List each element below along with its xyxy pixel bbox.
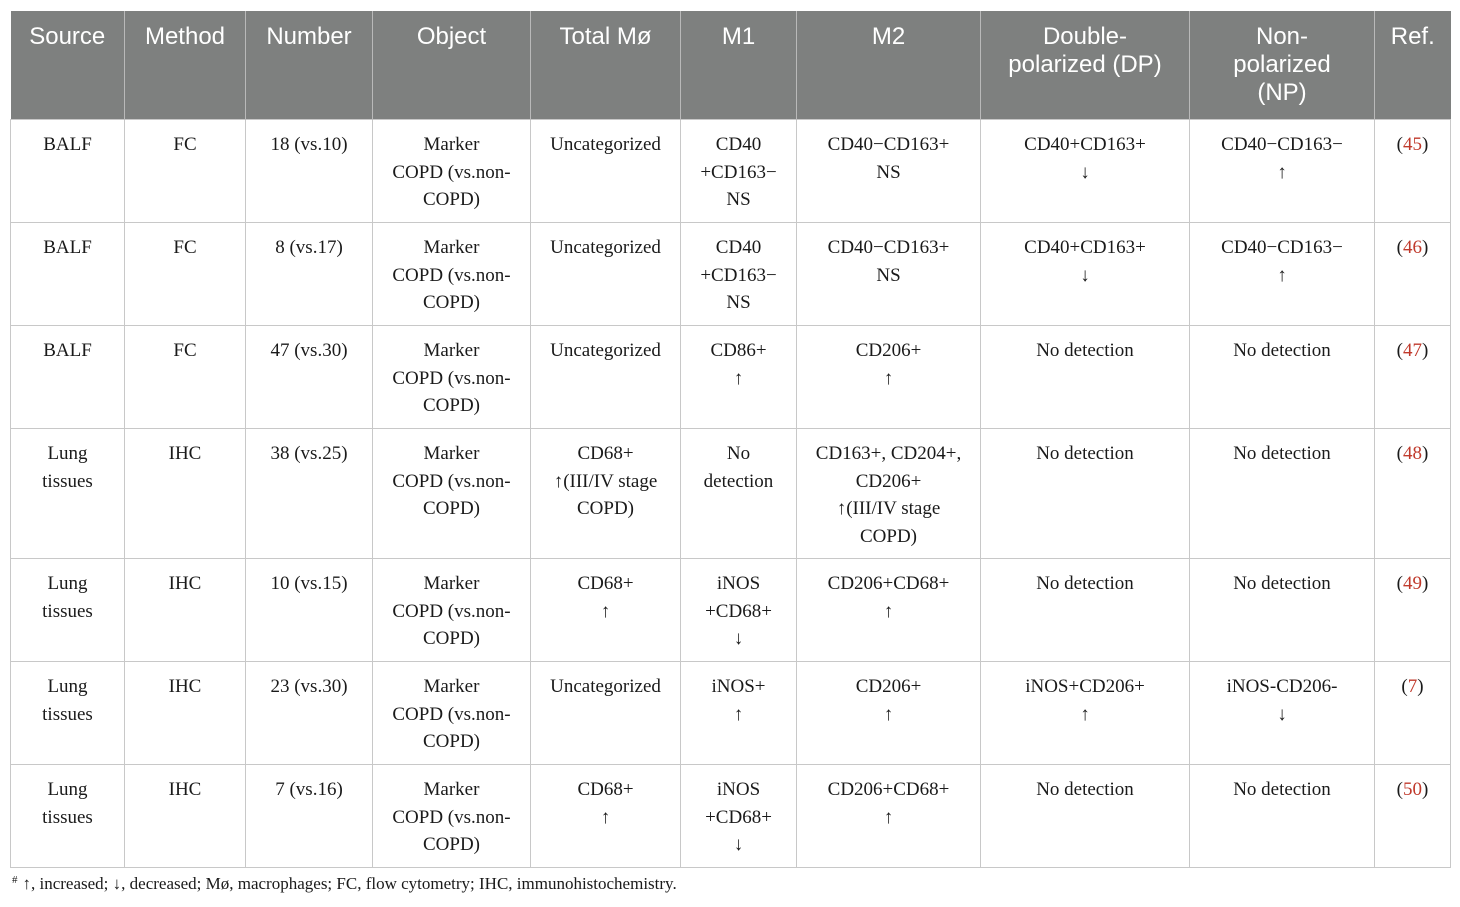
cell-total-macrophages (531, 662, 681, 765)
column-header-m1 (681, 11, 797, 120)
ref-link[interactable]: 45 (1403, 134, 1422, 155)
cell-m2 (797, 120, 981, 223)
cell-line: COPD) (422, 189, 480, 210)
table-body (11, 120, 1451, 868)
cell-line: 8 (vs.17) (275, 237, 343, 258)
column-header-source (11, 11, 125, 120)
cell-number (246, 120, 373, 223)
cell-line: ↑ (733, 703, 744, 725)
ref-link[interactable]: 47 (1403, 340, 1422, 361)
cell-line: 18 (vs.10) (270, 134, 348, 155)
cell-line: No (726, 443, 751, 464)
cell-ref (1375, 559, 1451, 662)
cell-line: CD40 (715, 237, 762, 258)
table-row (11, 120, 1451, 223)
cell-line: COPD (vs.non- (392, 367, 511, 389)
header-line: Non- (1255, 23, 1309, 50)
ref-paren-close: ) (1422, 134, 1429, 155)
ref-paren-close: ) (1422, 340, 1429, 361)
cell-line: ↓ (733, 834, 744, 855)
cell-line: Marker (423, 676, 480, 697)
cell-line: CD86+ (710, 340, 767, 361)
cell-line: FC (173, 340, 197, 361)
cell-m1 (681, 223, 797, 326)
cell-line: IHC (168, 443, 202, 464)
cell-line: BALF (43, 340, 92, 361)
cell-line: COPD) (422, 628, 480, 649)
cell-line: Lung (47, 779, 88, 800)
cell-method (125, 223, 246, 326)
cell-line: COPD (vs.non- (392, 806, 511, 828)
cell-line: CD68+ (577, 443, 634, 464)
table-row (11, 765, 1451, 868)
cell-line: ↑ (1277, 161, 1287, 183)
cell-m1 (681, 559, 797, 662)
cell-line: detection (703, 470, 774, 492)
cell-line: COPD) (859, 525, 917, 547)
cell-line: ↑ (600, 600, 611, 622)
column-header-ref (1375, 11, 1451, 120)
header-line: Source (29, 23, 106, 50)
cell-line: No detection (1036, 573, 1134, 594)
header-row (11, 11, 1451, 120)
cell-line: BALF (43, 237, 92, 258)
ref-paren-open: ( (1396, 779, 1403, 800)
cell-non-polarized (1190, 120, 1375, 223)
cell-line: 23 (vs.30) (270, 676, 348, 697)
cell-line: iNOS-CD206- (1226, 676, 1338, 697)
cell-line: iNOS (716, 573, 761, 594)
cell-non-polarized (1190, 765, 1375, 868)
cell-line: NS (726, 189, 751, 210)
cell-line: FC (173, 134, 197, 155)
cell-line: iNOS+CD206+ (1025, 676, 1145, 697)
cell-line: Lung (47, 676, 88, 697)
cell-line: 47 (vs.30) (270, 340, 348, 361)
cell-number (246, 559, 373, 662)
cell-line: COPD) (422, 834, 480, 855)
cell-m1 (681, 765, 797, 868)
cell-line: CD206+ (855, 676, 922, 697)
cell-method (125, 765, 246, 868)
cell-line: tissues (42, 600, 93, 622)
cell-double-polarized (981, 662, 1190, 765)
table-row (11, 429, 1451, 559)
ref-paren-open: ( (1396, 340, 1403, 361)
cell-line: Marker (423, 237, 480, 258)
cell-double-polarized (981, 223, 1190, 326)
cell-source (11, 223, 125, 326)
header-line: Method (144, 23, 226, 50)
header-line: Double- (1042, 23, 1128, 50)
cell-line: Uncategorized (550, 237, 661, 258)
cell-line: CD206+CD68+ (827, 573, 950, 594)
cell-object (373, 223, 531, 326)
cell-double-polarized (981, 326, 1190, 429)
header-line: M2 (871, 23, 906, 50)
cell-non-polarized (1190, 429, 1375, 559)
cell-line: CD68+ (577, 573, 634, 594)
header-line: Number (266, 23, 352, 50)
cell-line: CD206+ (855, 470, 922, 492)
cell-m1 (681, 662, 797, 765)
cell-total-macrophages (531, 120, 681, 223)
cell-double-polarized (981, 559, 1190, 662)
cell-line: IHC (168, 573, 202, 594)
cell-line: FC (173, 237, 197, 258)
cell-line: No detection (1036, 340, 1134, 361)
cell-line: 38 (vs.25) (270, 443, 348, 464)
table-row (11, 559, 1451, 662)
cell-line: ↓ (1080, 161, 1090, 183)
header-line: polarized (DP) (1008, 51, 1162, 78)
ref-paren-close: ) (1422, 573, 1429, 594)
ref-paren-close: ) (1417, 676, 1424, 697)
cell-line: COPD) (422, 498, 480, 519)
cell-line: IHC (168, 779, 202, 800)
cell-object (373, 559, 531, 662)
ref-paren-close: ) (1422, 779, 1429, 800)
column-header-total-macrophages (531, 11, 681, 120)
table-container (10, 11, 1450, 868)
cell-non-polarized (1190, 223, 1375, 326)
cell-line: COPD (vs.non- (392, 600, 511, 622)
cell-number (246, 326, 373, 429)
cell-line: COPD (vs.non- (392, 264, 511, 286)
cell-line: No detection (1233, 779, 1331, 800)
ref-paren-open: ( (1396, 237, 1403, 258)
cell-line: +CD163− (700, 161, 777, 183)
cell-line: NS (726, 292, 751, 313)
cell-line: 10 (vs.15) (270, 573, 348, 594)
cell-line: CD40+CD163+ (1024, 134, 1146, 155)
cell-line: ↑ (883, 367, 894, 389)
ref-link[interactable]: 49 (1403, 573, 1422, 594)
cell-m2 (797, 765, 981, 868)
cell-line: No detection (1233, 573, 1331, 594)
cell-number (246, 429, 373, 559)
cell-total-macrophages (531, 765, 681, 868)
cell-line: CD40+CD163+ (1024, 237, 1146, 258)
footnote-mark: # (12, 874, 18, 886)
cell-non-polarized (1190, 326, 1375, 429)
cell-method (125, 120, 246, 223)
cell-line: +CD68+ (705, 600, 772, 622)
cell-ref (1375, 429, 1451, 559)
ref-link[interactable]: 48 (1403, 443, 1422, 464)
cell-line: BALF (43, 134, 92, 155)
cell-line: COPD) (422, 731, 480, 752)
cell-m2 (797, 223, 981, 326)
cell-line: COPD) (422, 292, 480, 313)
ref-paren-open: ( (1396, 134, 1403, 155)
column-header-object (373, 11, 531, 120)
ref-link[interactable]: 46 (1403, 237, 1422, 258)
header-line: polarized (1233, 51, 1331, 78)
cell-line: +CD163− (700, 264, 777, 286)
cell-line: No detection (1036, 779, 1134, 800)
cell-ref (1375, 223, 1451, 326)
cell-line: ↑ (733, 367, 744, 389)
header-line: Ref. (1390, 23, 1435, 50)
cell-source (11, 559, 125, 662)
cell-line: Marker (423, 443, 480, 464)
column-header-non-polarized (1190, 11, 1375, 120)
cell-double-polarized (981, 429, 1190, 559)
cell-source (11, 662, 125, 765)
footnote-text: ↑, increased; ↓, decreased; Mø, macrophages; FC, flow cytometry; IHC, immunohistochemistry. (22, 874, 677, 893)
cell-total-macrophages (531, 429, 681, 559)
cell-method (125, 326, 246, 429)
cell-line: ↑(III/IV stage (836, 498, 941, 519)
cell-line: Marker (423, 779, 480, 800)
cell-line: ↑ (600, 806, 611, 828)
cell-line: No detection (1233, 340, 1331, 361)
cell-object (373, 765, 531, 868)
cell-line: ↑ (883, 703, 894, 725)
table-row (11, 326, 1451, 429)
cell-line: ↑(III/IV stage (553, 470, 658, 492)
cell-object (373, 326, 531, 429)
ref-paren-open: ( (1396, 573, 1403, 594)
cell-line: COPD (vs.non- (392, 703, 511, 725)
cell-line: ↓ (733, 628, 744, 649)
cell-line: No detection (1036, 443, 1134, 464)
cell-line: COPD (vs.non- (392, 470, 511, 492)
cell-line: Marker (423, 340, 480, 361)
cell-line: Lung (47, 573, 88, 594)
cell-non-polarized (1190, 559, 1375, 662)
cell-method (125, 559, 246, 662)
cell-line: +CD68+ (705, 806, 772, 828)
cell-line: 7 (vs.16) (275, 779, 343, 800)
cell-line: tissues (42, 703, 93, 725)
column-header-number (246, 11, 373, 120)
column-header-double-polarized (981, 11, 1190, 120)
cell-number (246, 662, 373, 765)
ref-paren-open: ( (1396, 443, 1403, 464)
cell-object (373, 662, 531, 765)
ref-link[interactable]: 7 (1407, 676, 1418, 697)
table-row (11, 662, 1451, 765)
cell-double-polarized (981, 120, 1190, 223)
cell-line: Uncategorized (550, 134, 661, 155)
cell-m2 (797, 429, 981, 559)
cell-line: CD40−CD163− (1221, 134, 1343, 155)
header-line: M1 (721, 23, 756, 50)
cell-m1 (681, 326, 797, 429)
cell-line: ↑ (1277, 264, 1287, 286)
cell-line: iNOS+ (711, 676, 766, 697)
cell-line: Lung (47, 443, 88, 464)
cell-line: ↑ (883, 806, 894, 828)
cell-line: IHC (168, 676, 202, 697)
cell-ref (1375, 120, 1451, 223)
cell-ref (1375, 662, 1451, 765)
ref-paren-close: ) (1422, 237, 1429, 258)
header-line: (NP) (1257, 79, 1307, 106)
cell-m1 (681, 429, 797, 559)
cell-object (373, 120, 531, 223)
cell-line: CD40−CD163− (1221, 237, 1343, 258)
cell-object (373, 429, 531, 559)
cell-line: tissues (42, 806, 93, 828)
cell-ref (1375, 326, 1451, 429)
table-row (11, 223, 1451, 326)
cell-line: COPD) (422, 395, 480, 416)
ref-link[interactable]: 50 (1403, 779, 1422, 800)
cell-m2 (797, 559, 981, 662)
cell-line: CD163+, CD204+, (815, 443, 962, 464)
cell-line: Uncategorized (550, 340, 661, 361)
cell-source (11, 120, 125, 223)
ref-paren-close: ) (1422, 443, 1429, 464)
cell-line: iNOS (716, 779, 761, 800)
cell-line: ↓ (1080, 264, 1090, 286)
cell-total-macrophages (531, 223, 681, 326)
cell-line: ↑ (883, 600, 894, 622)
cell-m2 (797, 326, 981, 429)
cell-line: CD206+ (855, 340, 922, 361)
cell-non-polarized (1190, 662, 1375, 765)
cell-line: ↓ (1277, 703, 1287, 725)
cell-line: Marker (423, 573, 480, 594)
column-header-method (125, 11, 246, 120)
cell-m2 (797, 662, 981, 765)
cell-total-macrophages (531, 559, 681, 662)
table-footnote (12, 874, 677, 894)
cell-method (125, 662, 246, 765)
column-header-m2 (797, 11, 981, 120)
cell-source (11, 765, 125, 868)
cell-source (11, 326, 125, 429)
cell-line: CD68+ (577, 779, 634, 800)
cell-number (246, 765, 373, 868)
cell-line: NS (876, 161, 901, 183)
cell-source (11, 429, 125, 559)
cell-line: NS (876, 264, 901, 286)
cell-m1 (681, 120, 797, 223)
cell-total-macrophages (531, 326, 681, 429)
cell-line: CD40−CD163+ (827, 134, 950, 155)
cell-line: CD40 (715, 134, 762, 155)
data-table (10, 11, 1451, 868)
cell-line: tissues (42, 470, 93, 492)
header-line: Object (416, 23, 487, 50)
header-line: Total Mø (559, 23, 652, 50)
cell-ref (1375, 765, 1451, 868)
ref-paren-open: ( (1401, 676, 1408, 697)
cell-method (125, 429, 246, 559)
cell-line: COPD (vs.non- (392, 161, 511, 183)
cell-number (246, 223, 373, 326)
cell-line: ↑ (1080, 703, 1090, 725)
cell-line: CD206+CD68+ (827, 779, 950, 800)
cell-line: CD40−CD163+ (827, 237, 950, 258)
cell-double-polarized (981, 765, 1190, 868)
cell-line: Uncategorized (550, 676, 661, 697)
cell-line: COPD) (576, 498, 634, 519)
cell-line: Marker (423, 134, 480, 155)
cell-line: No detection (1233, 443, 1331, 464)
